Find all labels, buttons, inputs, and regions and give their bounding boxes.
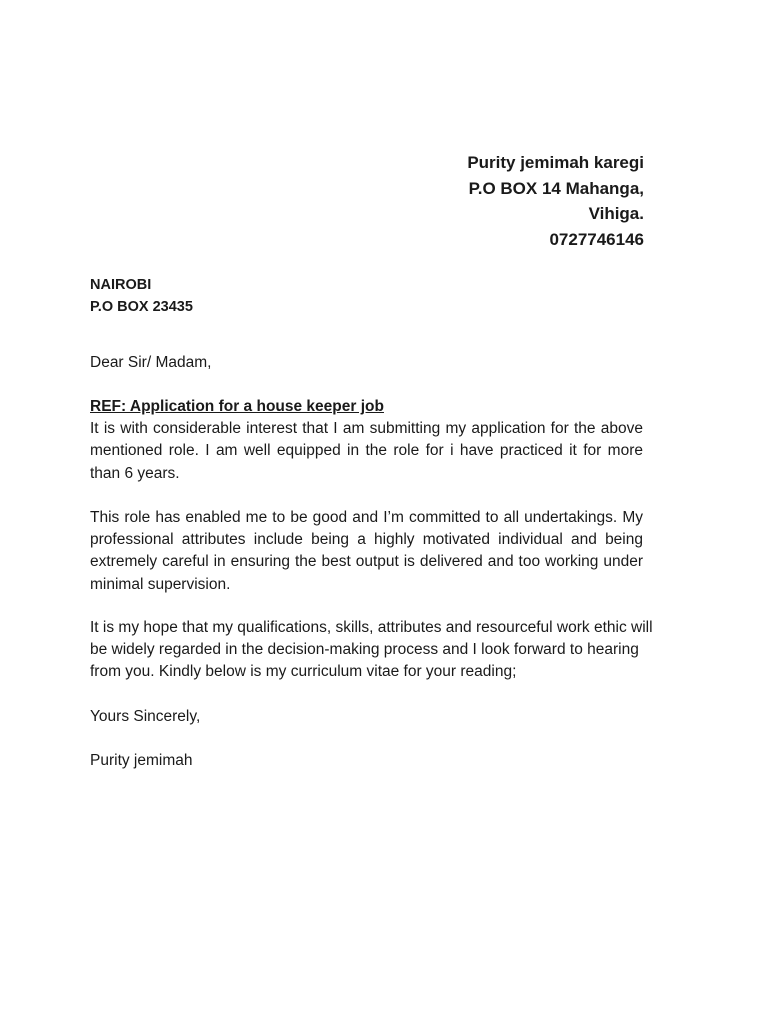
sender-address-block [467, 150, 644, 252]
recipient-line2: P.O BOX 23435 [90, 299, 193, 315]
sender-address-line1: P.O BOX 14 Mahanga, [468, 178, 644, 198]
signature: Purity jemimah [90, 752, 193, 769]
recipient-address-block [90, 274, 193, 318]
paragraph-2: This role has enabled me to be good and I’m committed to all undertakings. My professional attributes include being a highly motivated individual and being extremely careful in ensuring the best output is delivered and too working under minimal supervision. [90, 509, 643, 593]
sender-address-line2: Vihiga. [588, 204, 644, 223]
reference-line: REF: Application for a house keeper job [90, 398, 384, 415]
recipient-line1: NAIROBI [90, 277, 152, 293]
salutation: Dear Sir/ Madam, [90, 354, 212, 371]
paragraph-1: It is with considerable interest that I am submitting my application for the above mentioned role. I am well equipped in the role for i have practiced it for more than 6 years. [90, 420, 643, 482]
paragraph-3: It is my hope that my qualifications, skills, attributes and resourceful work ethic will be widely regarded in the decision-making process and I look forward to hearing from you. Kindly below is my curriculum vitae for your reading; [90, 619, 653, 681]
reference-block [90, 396, 643, 485]
sender-phone: 0727746146 [549, 229, 644, 249]
sender-name: Purity jemimah karegi [467, 153, 644, 172]
closing: Yours Sincerely, [90, 708, 201, 725]
